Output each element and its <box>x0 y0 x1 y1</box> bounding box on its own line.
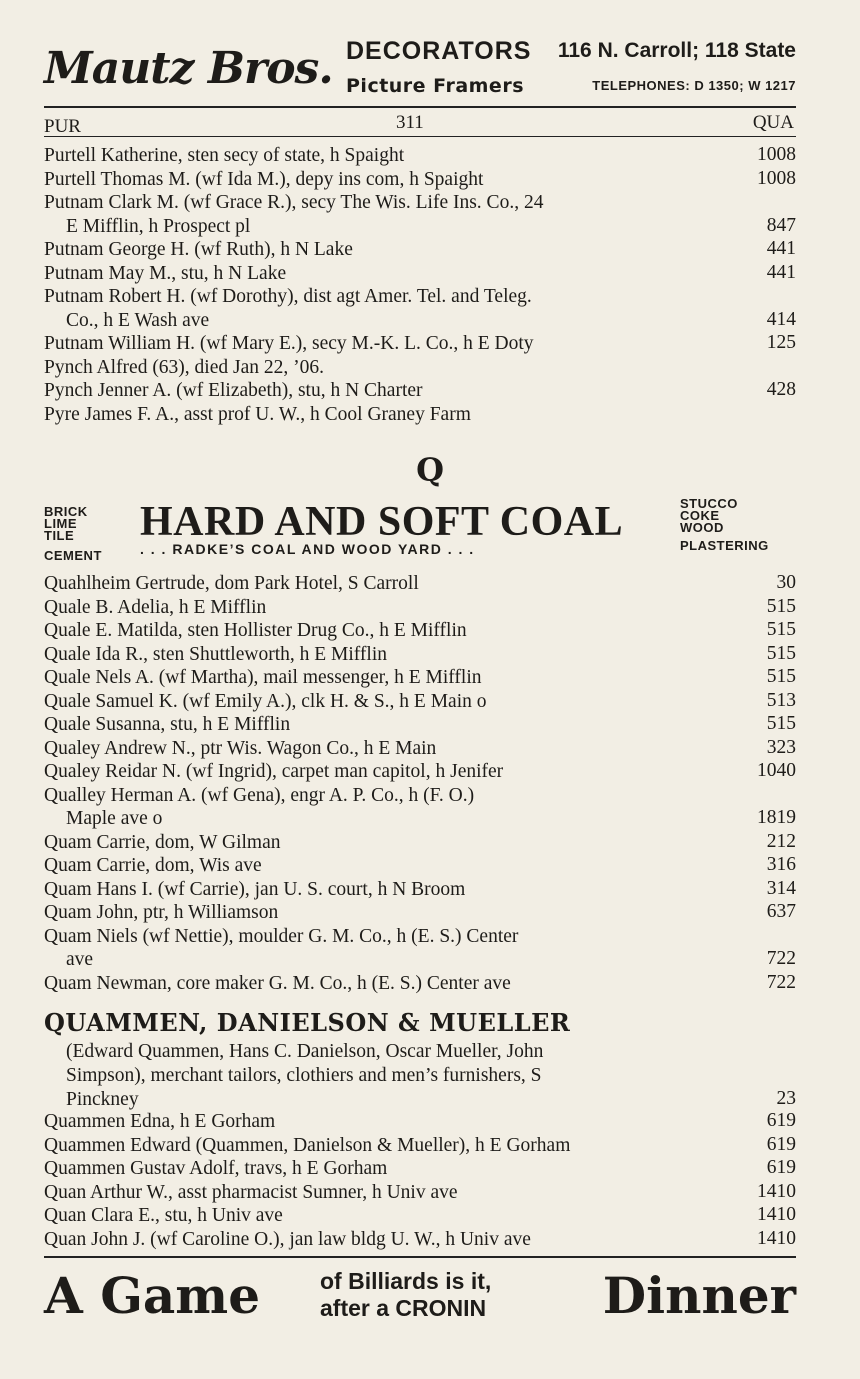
directory-entry <box>44 831 796 855</box>
directory-entry <box>44 1157 796 1181</box>
directory-entry <box>44 332 796 356</box>
cronin-ad-right: Dinner <box>602 1266 796 1325</box>
entry-house-number: 1410 <box>757 1180 796 1202</box>
mautz-bros-advertisement <box>44 34 796 104</box>
directory-entry <box>44 878 796 902</box>
entry-text: Quale Nels A. (wf Martha), mail messenger, h E Mifflin <box>44 667 482 688</box>
entry-house-number: 619 <box>766 1133 796 1155</box>
entry-house-number: 515 <box>766 642 796 664</box>
entry-house-number: 515 <box>766 619 796 640</box>
entry-house-number: 513 <box>766 689 796 711</box>
coal-ad-left-item: TILE <box>44 528 75 543</box>
entry-house-number: 316 <box>766 854 796 875</box>
directory-entry-continuation <box>44 807 796 831</box>
entry-text: Quammen Edna, h E Gorham <box>44 1111 276 1132</box>
directory-entry-continuation <box>44 309 796 333</box>
directory-entries-q <box>44 572 796 995</box>
directory-entry <box>44 972 796 996</box>
directory-entry <box>44 379 796 403</box>
entry-house-number: 1410 <box>757 1204 796 1225</box>
directory-entry <box>44 901 796 925</box>
entry-text: Quale B. Adelia, h E Mifflin <box>44 596 267 618</box>
entry-text: Qualey Reidar N. (wf Ingrid), carpet man capitol, h Jenifer <box>44 761 504 782</box>
firm-description <box>66 1040 796 1112</box>
directory-entry <box>44 666 796 690</box>
entry-house-number: 1008 <box>757 167 796 189</box>
entry-text: Co., h E Wash ave <box>66 309 210 331</box>
entry-house-number: 722 <box>766 948 796 969</box>
coal-ad-plastering: PLASTERING <box>680 538 769 553</box>
entry-house-number: 30 <box>776 572 796 593</box>
entry-text: Quam Hans I. (wf Carrie), jan U. S. court, h N Broom <box>44 878 466 900</box>
entry-text: Pynch Jenner A. (wf Elizabeth), stu, h N Charter <box>44 380 423 401</box>
cronin-ad-middle <box>320 1268 491 1322</box>
footer-rule <box>44 1256 796 1258</box>
entry-house-number: 1410 <box>757 1227 796 1249</box>
cronin-ad-left: A Game <box>44 1266 261 1325</box>
directory-entry <box>44 1228 796 1252</box>
entry-house-number: 515 <box>766 666 796 687</box>
entry-house-number: 847 <box>766 214 796 236</box>
entry-text: Quan Arthur W., asst pharmacist Sumner, h Univ ave <box>44 1181 458 1203</box>
decorators-label: DECORATORS <box>346 37 532 65</box>
coal-ad-subtitle: . . . RADKE’S COAL AND WOOD YARD . . . <box>140 541 475 557</box>
entry-text: Quahlheim Gertrude, dom Park Hotel, S Carroll <box>44 573 419 594</box>
entry-house-number: 323 <box>766 736 796 758</box>
firm-line: Pinckney <box>66 1089 139 1110</box>
header-right-guide: QUA <box>752 112 794 133</box>
entry-text: Putnam William H. (wf Mary E.), secy M.-K. L. Co., h E Doty <box>44 333 534 354</box>
firm-house-number: 23 <box>776 1088 796 1109</box>
entry-text: Quan John J. (wf Caroline O.), jan law bldg U. W., h Univ ave <box>44 1228 531 1250</box>
directory-entry <box>44 262 796 286</box>
entry-house-number: 619 <box>766 1110 796 1131</box>
entry-text: Quale Ida R., sten Shuttleworth, h E Mifflin <box>44 643 388 665</box>
radke-coal-advertisement <box>44 496 796 562</box>
entry-house-number: 428 <box>766 379 796 400</box>
picture-framers-label: Picture Framers <box>346 75 524 97</box>
entry-house-number: 1008 <box>757 144 796 165</box>
directory-entry <box>44 643 796 667</box>
entry-text: ave <box>66 949 94 970</box>
entry-house-number: 619 <box>766 1157 796 1178</box>
entry-text: Quammen Edward (Quammen, Danielson & Mueller), h E Gorham <box>44 1134 571 1156</box>
section-letter-q: Q <box>416 451 444 489</box>
directory-entries-quammen-quan <box>44 1110 796 1251</box>
mautz-brand: Mautz Bros. <box>44 43 333 94</box>
directory-entry <box>44 713 796 737</box>
mautz-address: 116 N. Carroll; 118 State <box>557 39 796 62</box>
entry-text: Quam Niels (wf Nettie), moulder G. M. Co., h (E. S.) Center <box>44 925 519 947</box>
entry-text: Putnam May M., stu, h N Lake <box>44 262 287 284</box>
entry-text: Qualley Herman A. (wf Gena), engr A. P. Co., h (F. O.) <box>44 784 475 806</box>
directory-entry <box>44 690 796 714</box>
directory-entry <box>44 854 796 878</box>
entry-text: Quam Carrie, dom, Wis ave <box>44 855 262 876</box>
directory-entry <box>44 760 796 784</box>
directory-entry <box>44 144 796 168</box>
coal-ad-right-item: STUCCO <box>680 496 738 511</box>
entry-house-number: 637 <box>766 901 796 922</box>
entry-text: Quale Susanna, stu, h E Mifflin <box>44 714 291 735</box>
entry-text: Putnam Robert H. (wf Dorothy), dist agt Amer. Tel. and Teleg. <box>44 286 532 307</box>
entry-house-number: 314 <box>766 877 796 899</box>
directory-entry <box>44 356 796 380</box>
directory-entry <box>44 572 796 596</box>
entry-house-number: 722 <box>766 971 796 993</box>
coal-ad-cement: CEMENT <box>44 548 102 563</box>
coal-ad-left-items <box>44 506 88 542</box>
entry-text: Purtell Thomas M. (wf Ida M.), depy ins com, h Spaight <box>44 168 484 190</box>
directory-entry <box>44 619 796 643</box>
entry-text: E Mifflin, h Prospect pl <box>66 215 251 237</box>
directory-entries-p <box>44 144 796 426</box>
coal-ad-left-item: BRICK <box>44 504 88 519</box>
entry-text: Purtell Katherine, sten secy of state, h Spaight <box>44 145 405 166</box>
firm-line: (Edward Quammen, Hans C. Danielson, Oscar Mueller, John <box>66 1041 544 1062</box>
header-left-guide: PUR <box>44 116 81 137</box>
coal-ad-right-items <box>680 498 738 534</box>
directory-entry <box>44 1134 796 1158</box>
directory-entry <box>44 596 796 620</box>
entry-text: Quan Clara E., stu, h Univ ave <box>44 1205 283 1226</box>
directory-entry <box>44 737 796 761</box>
directory-entry <box>44 925 796 949</box>
entry-text: Qualey Andrew N., ptr Wis. Wagon Co., h E Main <box>44 737 437 759</box>
entry-house-number: 1819 <box>757 807 796 828</box>
directory-entry-continuation <box>44 215 796 239</box>
entry-text: Quam John, ptr, h Williamson <box>44 902 279 923</box>
entry-text: Pynch Alfred (63), died Jan 22, ’06. <box>44 356 324 378</box>
directory-entry <box>44 1110 796 1134</box>
entry-text: Pyre James F. A., asst prof U. W., h Cool Graney Farm <box>44 403 471 425</box>
entry-text: Quale E. Matilda, sten Hollister Drug Co., h E Mifflin <box>44 620 467 641</box>
directory-entry <box>44 238 796 262</box>
entry-house-number: 125 <box>766 332 796 353</box>
directory-entry <box>44 1204 796 1228</box>
directory-entry-continuation <box>44 948 796 972</box>
entry-house-number: 441 <box>766 261 796 283</box>
entry-text: Quam Carrie, dom, W Gilman <box>44 831 281 853</box>
directory-entry <box>44 403 796 427</box>
page-number: 311 <box>396 112 424 133</box>
coal-ad-title: HARD AND SOFT COAL <box>140 499 624 545</box>
coal-ad-right-item: WOOD <box>680 520 724 535</box>
entry-text: Putnam Clark M. (wf Grace R.), secy The Wis. Life Ins. Co., 24 <box>44 192 544 213</box>
entry-text: Quale Samuel K. (wf Emily A.), clk H. & S., h E Main o <box>44 690 487 712</box>
entry-house-number: 441 <box>766 238 796 259</box>
entry-text: Putnam George H. (wf Ruth), h N Lake <box>44 239 353 260</box>
cronin-ad-middle-line: of Billiards is it, <box>320 1268 492 1294</box>
entry-house-number: 212 <box>766 830 796 852</box>
firm-heading: QUAMMEN, DANIELSON & MUELLER <box>44 1008 571 1037</box>
directory-entry <box>44 191 796 215</box>
entry-house-number: 414 <box>766 308 796 330</box>
mautz-telephones: TELEPHONES: D 1350; W 1217 <box>592 78 796 93</box>
directory-entry <box>44 1181 796 1205</box>
coal-ad-right-item: COKE <box>680 508 720 523</box>
header-rule <box>44 106 796 108</box>
running-header <box>44 112 796 138</box>
entry-house-number: 1040 <box>757 760 796 781</box>
cronin-advertisement <box>44 1262 796 1332</box>
entry-house-number: 515 <box>766 595 796 617</box>
directory-entry <box>44 285 796 309</box>
directory-entry <box>44 168 796 192</box>
entry-house-number: 515 <box>766 713 796 734</box>
firm-line: Simpson), merchant tailors, clothiers and men’s furnishers, S <box>66 1065 542 1086</box>
header-underline <box>44 136 796 137</box>
entry-text: Maple ave o <box>66 808 163 829</box>
entry-text: Quammen Gustav Adolf, travs, h E Gorham <box>44 1158 388 1179</box>
coal-ad-left-item: LIME <box>44 516 78 531</box>
directory-entry <box>44 784 796 808</box>
cronin-ad-middle-line: after a CRONIN <box>320 1295 487 1321</box>
entry-text: Quam Newman, core maker G. M. Co., h (E. S.) Center ave <box>44 972 511 994</box>
